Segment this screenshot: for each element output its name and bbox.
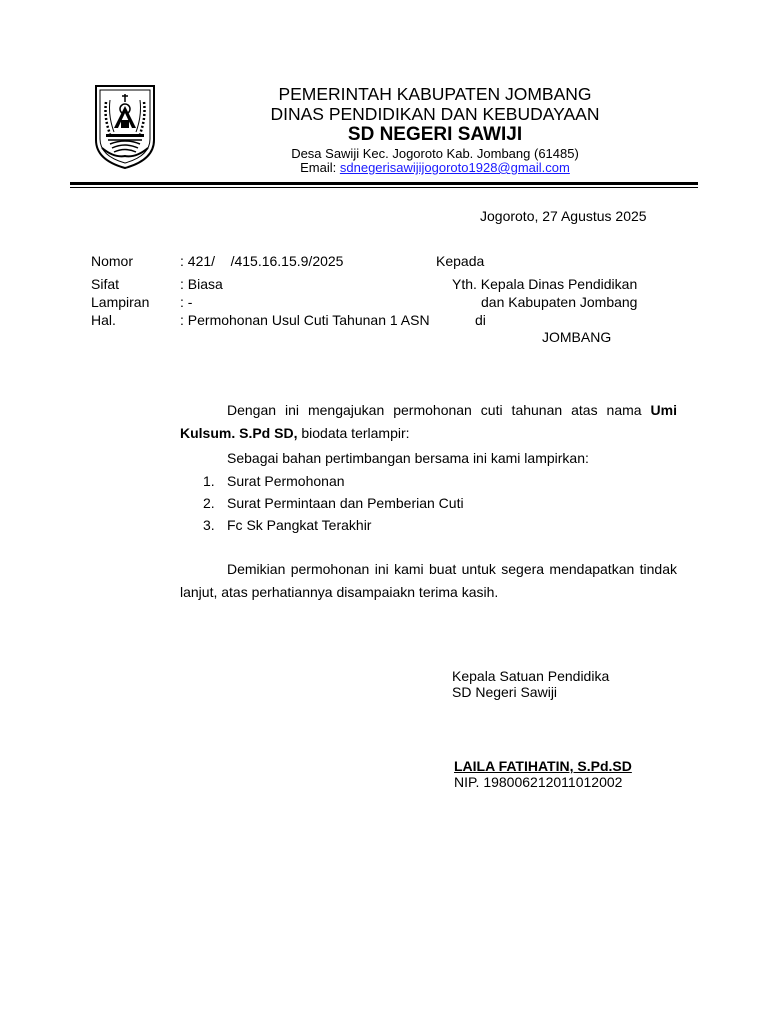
jombang-coat-of-arms-icon	[92, 82, 158, 170]
attachments-intro: Sebagai bahan pertimbangan bersama ini kami lampirkan:	[227, 450, 589, 466]
attachment-item: Surat Permintaan dan Pemberian Cuti	[227, 495, 464, 511]
letterhead-government: PEMERINTAH KABUPATEN JOMBANG	[278, 84, 592, 104]
attachment-item: Surat Permohonan	[227, 473, 345, 489]
kepada-label: Kepada	[436, 253, 485, 269]
letterhead-department: DINAS PENDIDIKAN DAN KEBUDAYAAN	[270, 104, 600, 124]
signatory-title: Kepala Satuan Pendidika	[452, 668, 610, 684]
signatory-name: LAILA FATIHATIN, S.Pd.SD	[454, 758, 632, 774]
letterhead-school-name: SD NEGERI SAWIJI	[347, 124, 523, 145]
attachment-number: 3.	[203, 517, 215, 533]
letterhead-divider-thin	[70, 187, 698, 188]
signatory-school: SD Negeri Sawiji	[452, 684, 558, 700]
nomor-label: Nomor	[91, 253, 134, 269]
attachment-number: 1.	[203, 473, 215, 489]
nomor-value: : 421/ /415.16.15.9/2025	[180, 253, 344, 269]
signatory-nip: NIP. 198006212011012002	[454, 774, 623, 790]
letterhead-email-line	[230, 160, 640, 175]
recipient-line2: dan Kabupaten Jombang	[481, 294, 638, 310]
recipient-line1: Yth. Kepala Dinas Pendidikan	[452, 276, 638, 292]
closing-paragraph: Demikian permohonan ini kami buat untuk segera mendapatkan tindak lanjut, atas perhatiannya disampaiakn terima kasih.	[180, 561, 677, 600]
lampiran-value: : -	[180, 294, 193, 310]
recipient-city: JOMBANG	[542, 329, 612, 345]
recipient-line3: di	[475, 312, 486, 328]
letterhead-address: Desa Sawiji Kec. Jogoroto Kab. Jombang (61485)	[291, 146, 579, 161]
lampiran-label: Lampiran	[91, 294, 150, 310]
hal-value: : Permohonan Usul Cuti Tahunan 1 ASN	[180, 312, 430, 328]
letterhead-divider-thick	[70, 182, 698, 185]
email-label: Email:	[300, 160, 340, 175]
attachment-number: 2.	[203, 495, 215, 511]
hal-label: Hal.	[91, 312, 116, 328]
attachment-item: Fc Sk Pangkat Terakhir	[227, 517, 372, 533]
email-link[interactable]: sdnegerisawijijogoroto1928@gmail.com	[339, 160, 570, 175]
sifat-label: Sifat	[91, 276, 120, 292]
letterhead	[0, 0, 768, 200]
letter-date: Jogoroto, 27 Agustus 2025	[480, 208, 647, 224]
applicant-name: Umi Kulsum. S.Pd SD,	[180, 402, 677, 441]
sifat-value: : Biasa	[180, 276, 223, 292]
body-opening-paragraph: Dengan ini mengajukan permohonan cuti tahunan atas nama Umi Kulsum. S.Pd SD, biodata terlampir:	[180, 402, 677, 441]
